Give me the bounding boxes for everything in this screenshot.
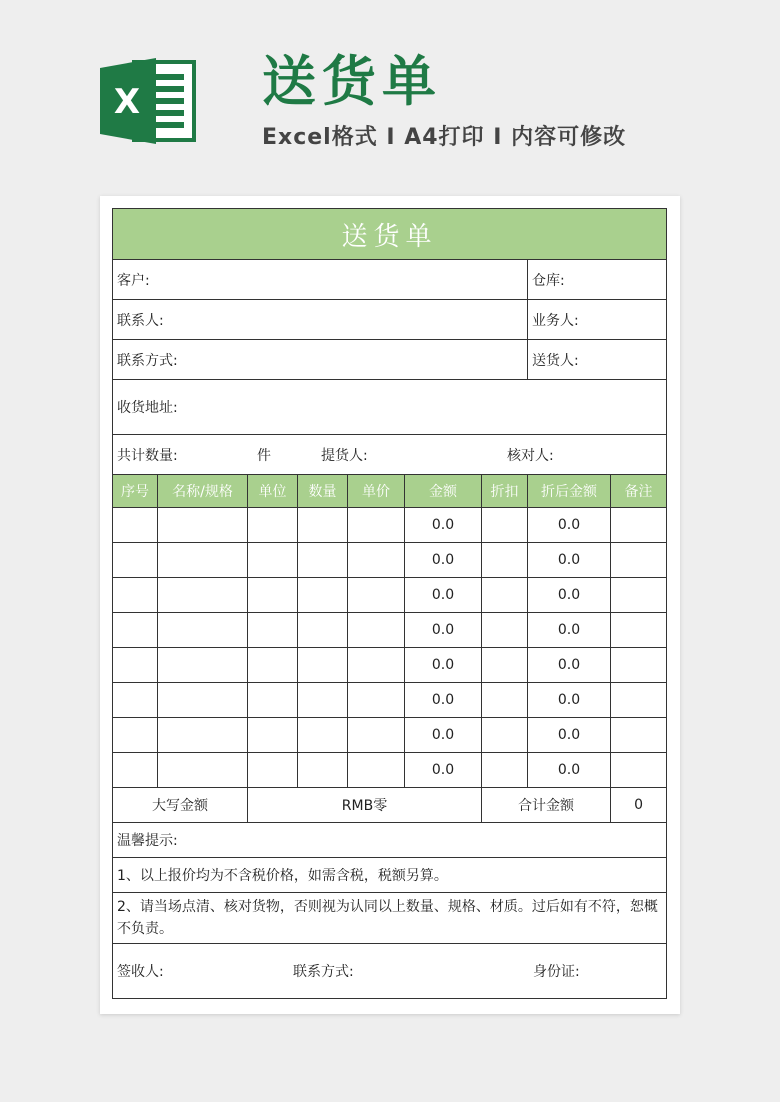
- discounted-amount-cell[interactable]: 0.0: [528, 543, 611, 578]
- capital-amount-value[interactable]: RMB零: [248, 788, 482, 823]
- cell[interactable]: [158, 683, 248, 718]
- cell[interactable]: [611, 753, 667, 788]
- cell[interactable]: [348, 508, 405, 543]
- form-title-row: [113, 209, 667, 260]
- cell[interactable]: [113, 753, 158, 788]
- contact-row: [113, 300, 667, 340]
- col-header: 名称/规格: [158, 475, 248, 508]
- cell[interactable]: [248, 718, 298, 753]
- contact-method-row: [113, 340, 667, 380]
- col-header: 单位: [248, 475, 298, 508]
- logo-letter: X: [113, 82, 141, 122]
- sign-contact-label: 联系方式:: [293, 964, 354, 980]
- cell[interactable]: [113, 508, 158, 543]
- cell[interactable]: [113, 578, 158, 613]
- cell[interactable]: [158, 578, 248, 613]
- amount-cell[interactable]: 0.0: [405, 543, 482, 578]
- address-field[interactable]: 收货地址:: [113, 380, 667, 435]
- address-row: [113, 380, 667, 435]
- cell[interactable]: [298, 648, 348, 683]
- table-row: [113, 753, 667, 788]
- cell[interactable]: [482, 543, 528, 578]
- col-header: 折后金额: [528, 475, 611, 508]
- cell[interactable]: [158, 508, 248, 543]
- cell[interactable]: [298, 508, 348, 543]
- table-row: [113, 648, 667, 683]
- signature-line[interactable]: [113, 944, 667, 999]
- cell[interactable]: [348, 578, 405, 613]
- amount-cell[interactable]: 0.0: [405, 613, 482, 648]
- cell[interactable]: [348, 683, 405, 718]
- col-header: 金额: [405, 475, 482, 508]
- cell[interactable]: [611, 543, 667, 578]
- cell[interactable]: [113, 543, 158, 578]
- excel-logo-icon: [100, 56, 198, 146]
- cell[interactable]: [248, 648, 298, 683]
- header-title: 送货单: [262, 50, 442, 113]
- header-subtitle: Excel格式 I A4打印 I 内容可修改: [262, 125, 627, 150]
- cell[interactable]: [348, 543, 405, 578]
- warehouse-field[interactable]: 仓库:: [528, 260, 667, 300]
- quantity-row: [113, 435, 667, 475]
- delivery-form-table: [112, 208, 667, 999]
- cell[interactable]: [482, 613, 528, 648]
- col-header: 单价: [348, 475, 405, 508]
- table-row: [113, 508, 667, 543]
- tips-label-row: [113, 823, 667, 858]
- cell[interactable]: [611, 613, 667, 648]
- quantity-summary[interactable]: [113, 435, 667, 475]
- contact-method-field[interactable]: 联系方式:: [113, 340, 528, 380]
- cell[interactable]: [298, 753, 348, 788]
- contact-person-field[interactable]: 联系人:: [113, 300, 528, 340]
- salesperson-field[interactable]: 业务人:: [528, 300, 667, 340]
- cell[interactable]: [248, 683, 298, 718]
- table-row: [113, 613, 667, 648]
- discounted-amount-cell[interactable]: 0.0: [528, 753, 611, 788]
- total-amount-label: 合计金额: [482, 788, 611, 823]
- cell[interactable]: [113, 613, 158, 648]
- discounted-amount-cell[interactable]: 0.0: [528, 508, 611, 543]
- cell[interactable]: [348, 613, 405, 648]
- cell[interactable]: [113, 683, 158, 718]
- tip2-row: [113, 893, 667, 944]
- cell[interactable]: [348, 753, 405, 788]
- tip-1: 1、以上报价均为不含税价格，如需含税，税额另算。: [113, 858, 667, 893]
- col-header: 折扣: [482, 475, 528, 508]
- cell[interactable]: [611, 683, 667, 718]
- cell[interactable]: [482, 683, 528, 718]
- tip-2: 2、请当场点清、核对货物，否则视为认同以上数量、规格、材质。过后如有不符，恕概不负责。: [113, 893, 667, 944]
- cell[interactable]: [482, 578, 528, 613]
- cell[interactable]: [298, 718, 348, 753]
- cell[interactable]: [248, 613, 298, 648]
- cell[interactable]: [348, 648, 405, 683]
- customer-row: [113, 260, 667, 300]
- tip1-row: [113, 858, 667, 893]
- discounted-amount-cell[interactable]: 0.0: [528, 613, 611, 648]
- cell[interactable]: [482, 753, 528, 788]
- picker-label: 提货人:: [321, 447, 368, 464]
- signer-label: 签收人:: [117, 964, 164, 980]
- cell[interactable]: [113, 648, 158, 683]
- table-row: [113, 683, 667, 718]
- amount-cell[interactable]: 0.0: [405, 648, 482, 683]
- amount-cell[interactable]: 0.0: [405, 508, 482, 543]
- unit-label: 件: [257, 447, 271, 464]
- form-title: 送货单: [113, 209, 667, 260]
- table-row: [113, 578, 667, 613]
- cell[interactable]: [248, 578, 298, 613]
- cell[interactable]: [248, 543, 298, 578]
- cell[interactable]: [348, 718, 405, 753]
- cell[interactable]: [611, 508, 667, 543]
- total-qty-label: 共计数量:: [117, 447, 178, 464]
- table-row: [113, 718, 667, 753]
- discounted-amount-cell[interactable]: 0.0: [528, 683, 611, 718]
- cell[interactable]: [248, 753, 298, 788]
- cell[interactable]: [158, 648, 248, 683]
- cell[interactable]: [611, 648, 667, 683]
- delivery-form-sheet: [100, 196, 680, 1014]
- total-amount-value[interactable]: 0: [611, 788, 667, 823]
- cell[interactable]: [158, 543, 248, 578]
- cell[interactable]: [158, 613, 248, 648]
- amount-cell[interactable]: 0.0: [405, 753, 482, 788]
- amount-cell[interactable]: 0.0: [405, 578, 482, 613]
- cell[interactable]: [158, 753, 248, 788]
- cell[interactable]: [611, 718, 667, 753]
- tips-label: 温馨提示:: [113, 823, 667, 858]
- amount-cell[interactable]: 0.0: [405, 683, 482, 718]
- cell[interactable]: [298, 543, 348, 578]
- cell[interactable]: [113, 718, 158, 753]
- table-row: [113, 543, 667, 578]
- cell[interactable]: [611, 578, 667, 613]
- col-header: 备注: [611, 475, 667, 508]
- discounted-amount-cell[interactable]: 0.0: [528, 648, 611, 683]
- col-header: 序号: [113, 475, 158, 508]
- cell[interactable]: [482, 648, 528, 683]
- cell[interactable]: [482, 718, 528, 753]
- discounted-amount-cell[interactable]: 0.0: [528, 718, 611, 753]
- cell[interactable]: [248, 508, 298, 543]
- cell[interactable]: [158, 718, 248, 753]
- customer-field[interactable]: 客户:: [113, 260, 528, 300]
- signature-row: [113, 944, 667, 999]
- page-header: [0, 0, 780, 190]
- discounted-amount-cell[interactable]: 0.0: [528, 578, 611, 613]
- amount-cell[interactable]: 0.0: [405, 718, 482, 753]
- capital-amount-label: 大写金额: [113, 788, 248, 823]
- items-header-row: [113, 475, 667, 508]
- checker-label: 核对人:: [507, 447, 554, 464]
- deliverer-field[interactable]: 送货人:: [528, 340, 667, 380]
- cell[interactable]: [482, 508, 528, 543]
- cell[interactable]: [298, 683, 348, 718]
- cell[interactable]: [298, 613, 348, 648]
- col-header: 数量: [298, 475, 348, 508]
- cell[interactable]: [298, 578, 348, 613]
- id-card-label: 身份证:: [533, 964, 580, 980]
- total-row: [113, 788, 667, 823]
